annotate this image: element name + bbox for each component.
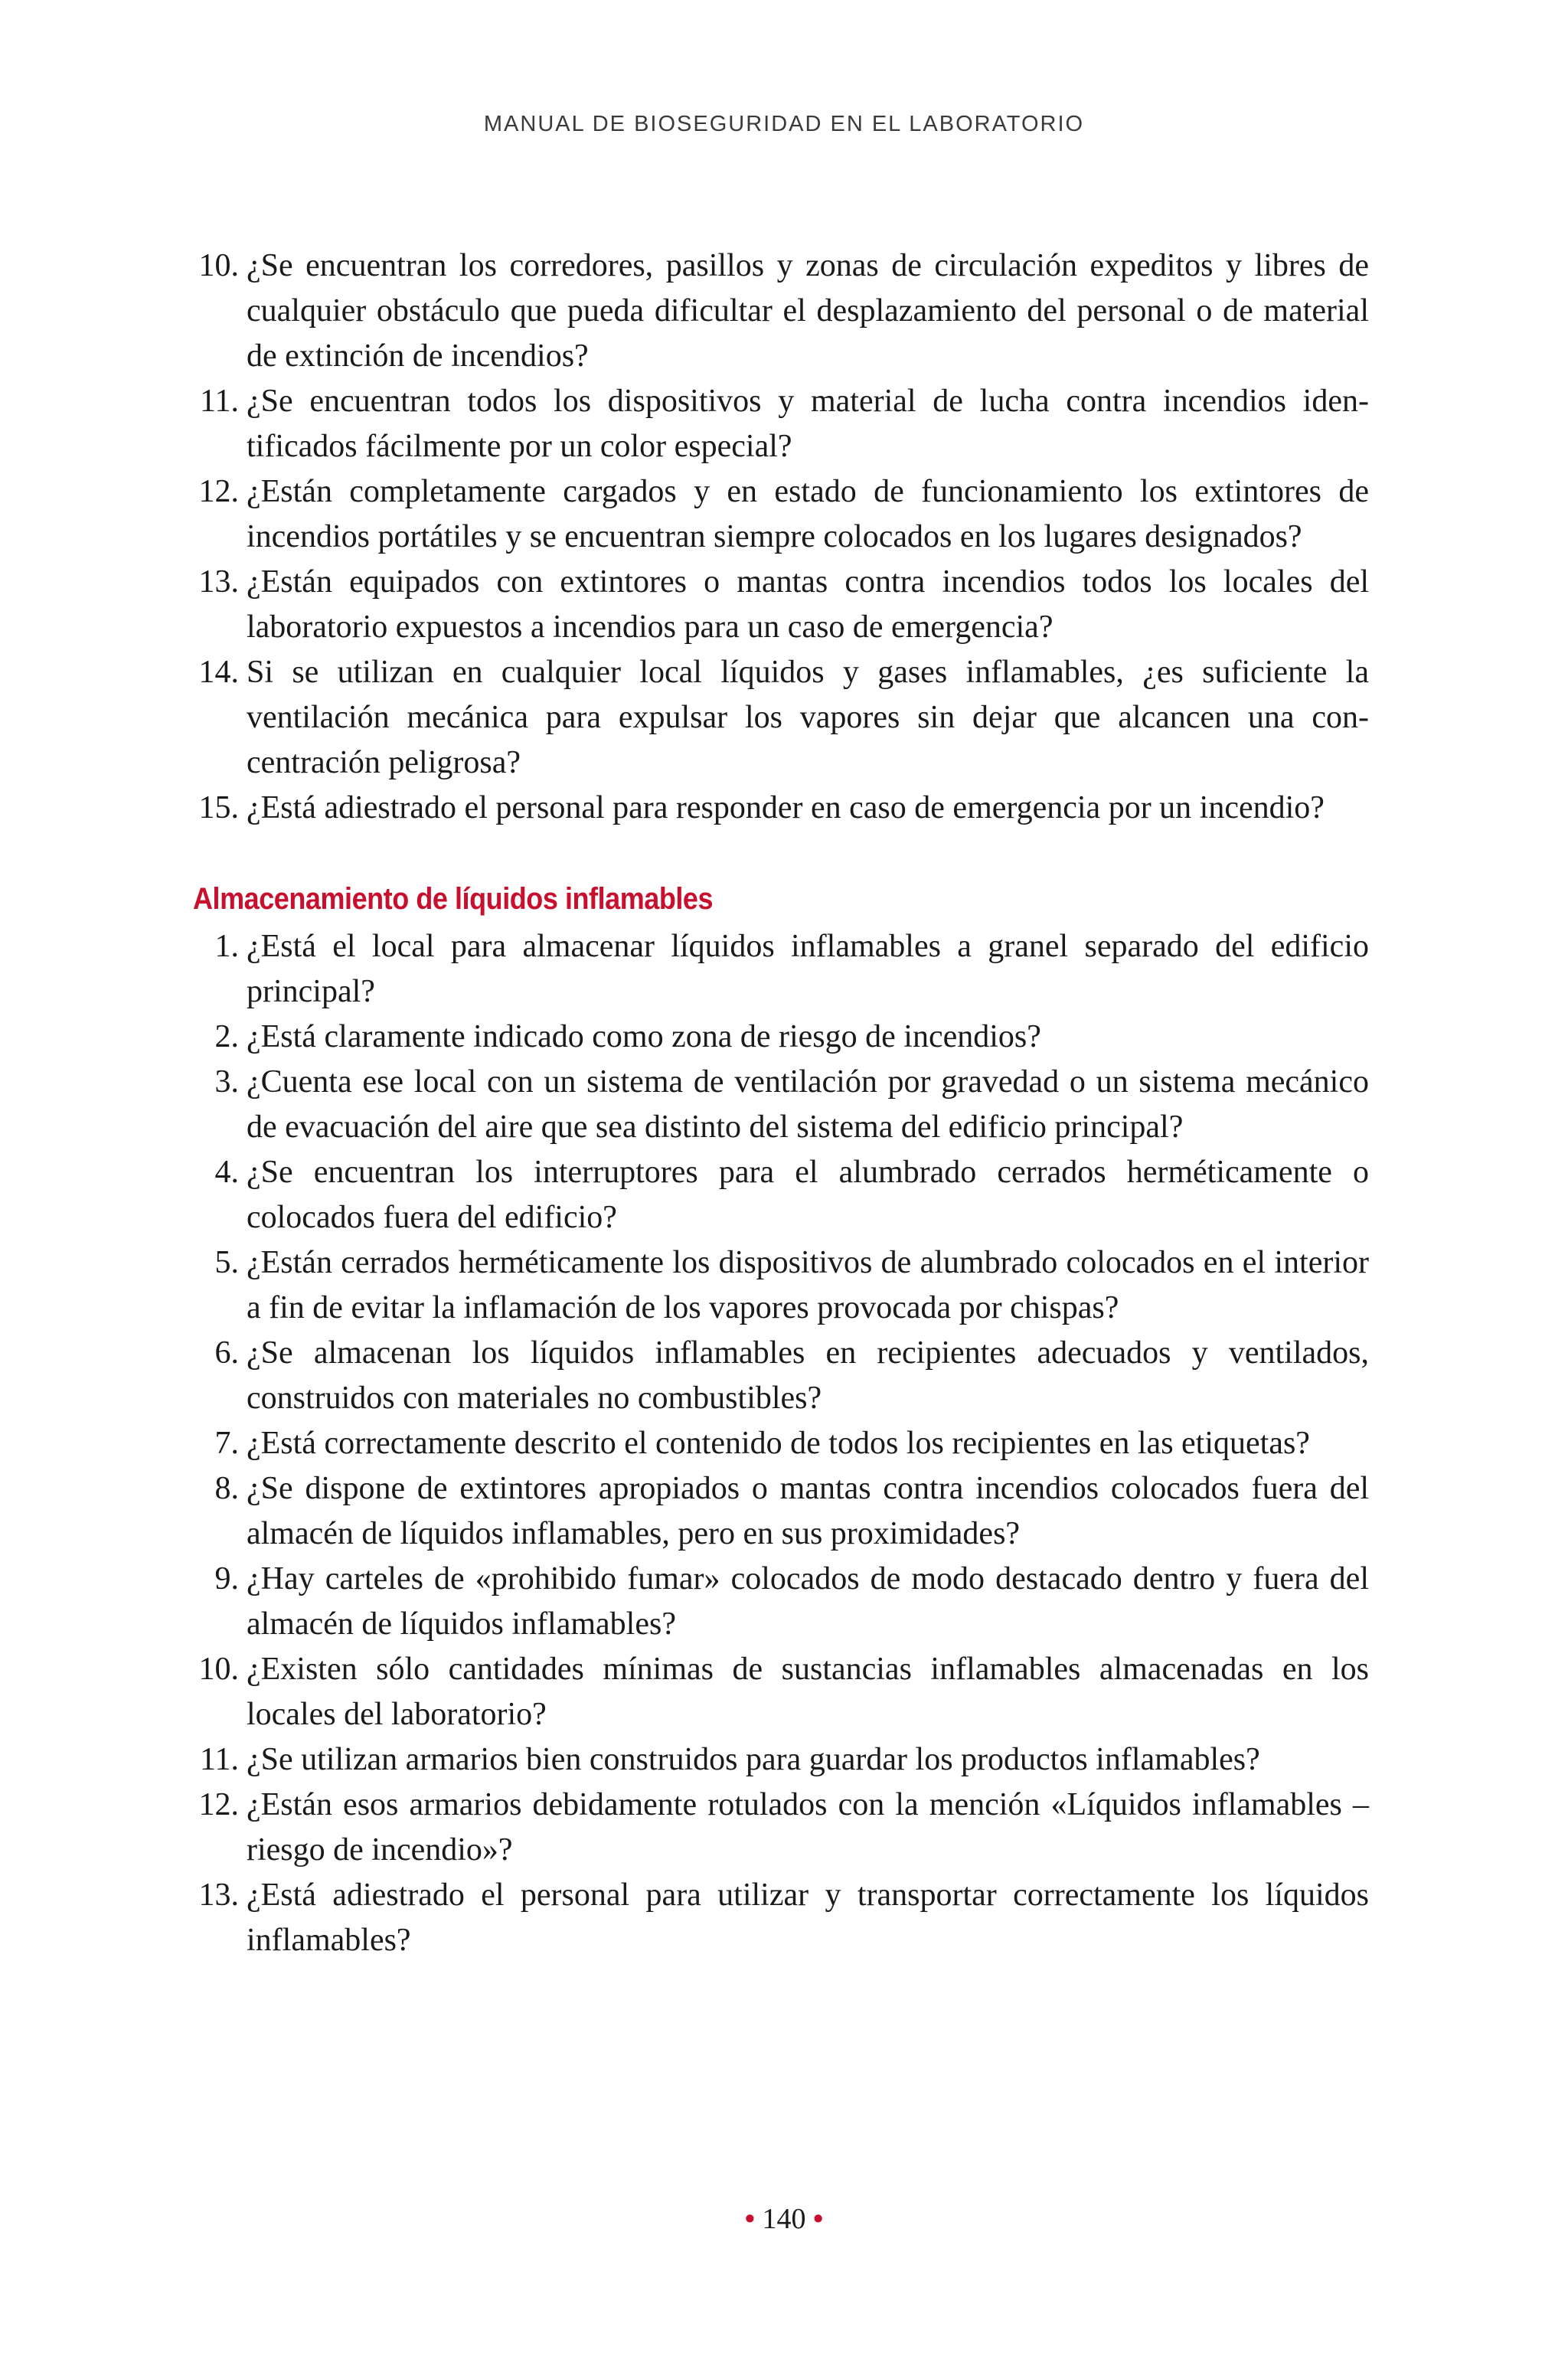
item-text: ¿Están equipados con extintores o mantas contra incendios todos los locales del laboratorio expuestos a incendios para un caso de emergencia?: [247, 564, 1369, 645]
list-item: [193, 1647, 1369, 1737]
item-number: 14.: [198, 655, 239, 690]
list-item: [193, 924, 1369, 1015]
item-text: ¿Se dispone de extintores apropiados o mantas contra incendios colocados fuera del almacén de líquidos inflamables, pero en sus proximidades?: [247, 1471, 1369, 1551]
list-item: [193, 243, 1369, 379]
item-text: ¿Está adiestrado el personal para utilizar y transportar correctamente los líquidos inflamables?: [247, 1877, 1369, 1958]
item-number: 7.: [214, 1426, 239, 1461]
page-number: [0, 2202, 1568, 2236]
item-number: 8.: [214, 1471, 239, 1506]
item-number: 6.: [214, 1335, 239, 1371]
page-content: [193, 243, 1369, 1963]
item-text: ¿Están esos armarios debidamente rotulados con la mención «Líquidos inflamables – riesgo de incendio»?: [247, 1787, 1369, 1868]
storage-question-list: [193, 924, 1369, 1963]
item-number: 5.: [214, 1245, 239, 1280]
item-number: 10.: [198, 1652, 239, 1687]
list-item: [193, 1466, 1369, 1557]
item-number: 12.: [198, 474, 239, 509]
list-item: [193, 1873, 1369, 1963]
list-item: [193, 1331, 1369, 1421]
item-number: 10.: [198, 248, 239, 283]
list-item: [193, 469, 1369, 560]
item-number: 3.: [214, 1064, 239, 1100]
list-item: [193, 1150, 1369, 1240]
item-text: ¿Se encuentran todos los dispositivos y material de lucha contra incendios identificados fácilmente por un color especial?: [247, 384, 1369, 464]
item-number: 11.: [200, 1742, 239, 1777]
item-number: 15.: [198, 790, 239, 825]
fire-safety-question-list: [193, 243, 1369, 831]
item-text: ¿Se almacenan los líquidos inflamables en recipientes adecuados y ventilados, construidos con materiales no combustibles?: [247, 1335, 1369, 1416]
list-item: [193, 1783, 1369, 1873]
list-item: [193, 379, 1369, 469]
item-number: 12.: [198, 1787, 239, 1822]
item-text: ¿Cuenta ese local con un sistema de ventilación por gravedad o un sistema mecánico de evacuación del aire que sea distinto del sistema del edificio principal?: [247, 1064, 1369, 1145]
item-number: 13.: [198, 564, 239, 600]
item-text: ¿Está el local para almacenar líquidos inflamables a granel separado del edificio principal?: [247, 929, 1369, 1009]
item-text: Si se utilizan en cualquier local líquidos y gases inflamables, ¿es suficiente la ventilación mecánica para expulsar los vapores sin dejar que alcancen una concentración peligrosa?: [247, 655, 1369, 780]
list-item: [193, 1240, 1369, 1331]
list-item: [193, 650, 1369, 786]
list-item: [193, 1557, 1369, 1647]
item-number: 4.: [214, 1155, 239, 1190]
item-text: ¿Se encuentran los corredores, pasillos y zonas de circulación expeditos y libres de cualquier obstáculo que pueda dificultar el desplazamiento del personal o de material de extinción de incendios?: [247, 248, 1369, 374]
item-text: ¿Se utilizan armarios bien construidos para guardar los productos inflamables?: [247, 1742, 1260, 1777]
item-number: 2.: [214, 1019, 239, 1054]
item-text: ¿Está adiestrado el personal para responder en caso de emergencia por un incendio?: [247, 790, 1325, 825]
item-text: ¿Se encuentran los interruptores para el alumbrado cerrados herméticamente o colocados fuera del edificio?: [247, 1155, 1369, 1235]
folio-bullet-left: •: [744, 2203, 755, 2235]
running-header: MANUAL DE BIOSEGURIDAD EN EL LABORATORIO: [483, 112, 1085, 136]
item-text: ¿Existen sólo cantidades mínimas de sustancias inflamables almacenadas en los locales del laboratorio?: [247, 1652, 1369, 1732]
list-item: [193, 1737, 1369, 1783]
list-item: [193, 1421, 1369, 1466]
item-text: ¿Están completamente cargados y en estado de funcionamiento los extintores de incendios portátiles y se encuentran siempre colocados en los lugares designados?: [247, 474, 1369, 554]
item-text: ¿Están cerrados herméticamente los dispositivos de alumbrado colocados en el interior a fin de evitar la inflamación de los vapores provocada por chispas?: [247, 1245, 1369, 1325]
item-number: 9.: [214, 1561, 239, 1596]
item-number: 13.: [198, 1877, 239, 1913]
item-number: 11.: [200, 384, 239, 419]
list-item: [193, 1060, 1369, 1150]
item-number: 1.: [214, 929, 239, 964]
item-text: ¿Está claramente indicado como zona de riesgo de incendios?: [247, 1019, 1041, 1054]
list-item: [193, 786, 1369, 831]
page-number-value: 140: [762, 2203, 806, 2235]
list-item: [193, 560, 1369, 650]
section-heading: Almacenamiento de líquidos inflamables: [193, 882, 714, 916]
list-item: [193, 1015, 1369, 1060]
item-text: ¿Está correctamente descrito el contenido de todos los recipientes en las etiquetas?: [247, 1426, 1310, 1461]
item-text: ¿Hay carteles de «prohibido fumar» colocados de modo destacado dentro y fuera del almacén de líquidos inflamables?: [247, 1561, 1369, 1642]
folio-bullet-right: •: [813, 2203, 824, 2235]
